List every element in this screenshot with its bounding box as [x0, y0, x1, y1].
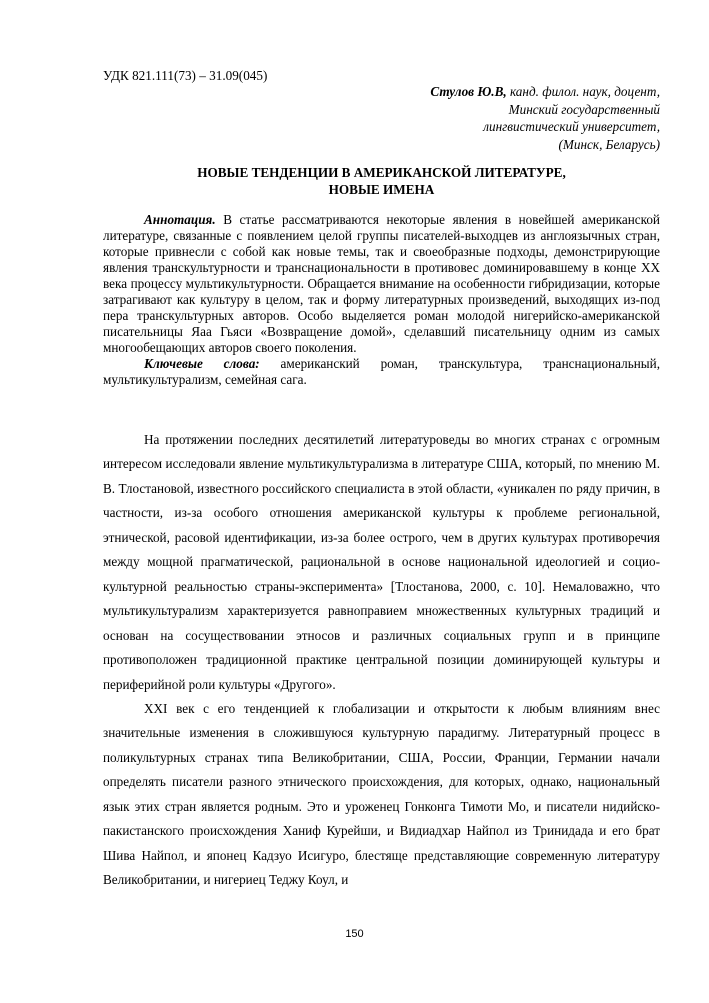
- keywords-label: Ключевые слова:: [144, 356, 260, 372]
- abstract-label: Аннотация.: [144, 212, 216, 227]
- keywords-paragraph: [103, 356, 660, 388]
- main-text: [103, 428, 660, 893]
- author-line: [430, 83, 660, 101]
- author-name: Стулов Ю.В,: [430, 84, 507, 99]
- abstract-paragraph: [103, 212, 660, 356]
- affiliation-line: Минский государственный: [508, 101, 660, 117]
- abstract-block: [103, 212, 660, 389]
- affiliation-line: (Минск, Беларусь): [558, 136, 660, 152]
- body-paragraph: На протяжении последних десятилетий литературоведы во многих странах с огромным интересом исследовали явление мультикультурализма в литературе США, который, по мнению М. В. Тлостановой, известного российского специалиста в этой области, «уникален по ряду причин, в частности, из-за особого отношения американской культуры к проблеме региональной, этнической, расовой идентификации, из-за более острого, чем в других культурах противоречия между мощной прагматической, рациональной в основе национальной идеологией и социо-культурной реальностью страны-эксперимента» [Тлостанова, 2000, с. 10]. Немаловажно, что мультикультурализм характеризуется равноправием множественных культурных традиций и основан на сосуществовании этносов и различных социальных групп и в принципе противоположен традиционной практике центральной позиции доминирующей культуры и периферийной роли культуры «Другого».: [103, 432, 660, 692]
- page-number: 150: [345, 928, 364, 940]
- abstract-text: В статье рассматриваются некоторые явления в новейшей американской литературе, связанные с появлением целой группы писателей-выходцев из англоязычных стран, которые привнесли с собой как новые темы, так и своеобразные подходы, демонстрирующие явления транскультурности и транснациональности в противовес доминировавшему в конце XX века процессу мультикультурности. Обращается внимание на особенности гибридизации, которые затрагивают как культуру в целом, так и форму литературных произведений, выходящих из-под пера транскультурных авторов. Особо выделяется роман молодой нигерийско-американской писательницы Яаа Гьяси «Возвращение домой», сделавший писательницу одним из самых многообещающих авторов своего поколения.: [103, 212, 660, 356]
- author-block: [430, 83, 660, 153]
- udk-code: УДК 821.111(73) – 31.09(045): [103, 68, 268, 83]
- author-degree: канд. филол. наук, доцент,: [506, 84, 660, 99]
- paper-title: [103, 164, 660, 198]
- title-line: НОВЫЕ ТЕНДЕНЦИИ В АМЕРИКАНСКОЙ ЛИТЕРАТУРЕ,: [197, 165, 566, 180]
- title-line: НОВЫЕ ИМЕНА: [328, 182, 435, 197]
- body-paragraph: XXI век с его тенденцией к глобализации и открытости к любым влияниям внес значительные изменения в сложившуюся культурную парадигму. Литературный процесс в поликультурных странах типа Великобритании, США, России, Франции, Германии начали определять писатели разного этнического происхождения, для которых, однако, национальный язык этих стран является родным. Это и уроженец Гонконга Тимоти Мо, и писатели нидийско-пакистанского происхождения Ханиф Курейши, и Видиадхар Найпол из Тринидада и его брат Шива Найпол, и японец Кадзуо Исигуро, блестяще представляющие современную литературу Великобритании, и нигериец Теджу Коул, и: [103, 700, 660, 888]
- keywords-text: американский роман, транскультура, транснациональный, мультикультурализм, семейная сага.: [103, 356, 660, 388]
- affiliation-line: лингвистический университет,: [483, 119, 660, 134]
